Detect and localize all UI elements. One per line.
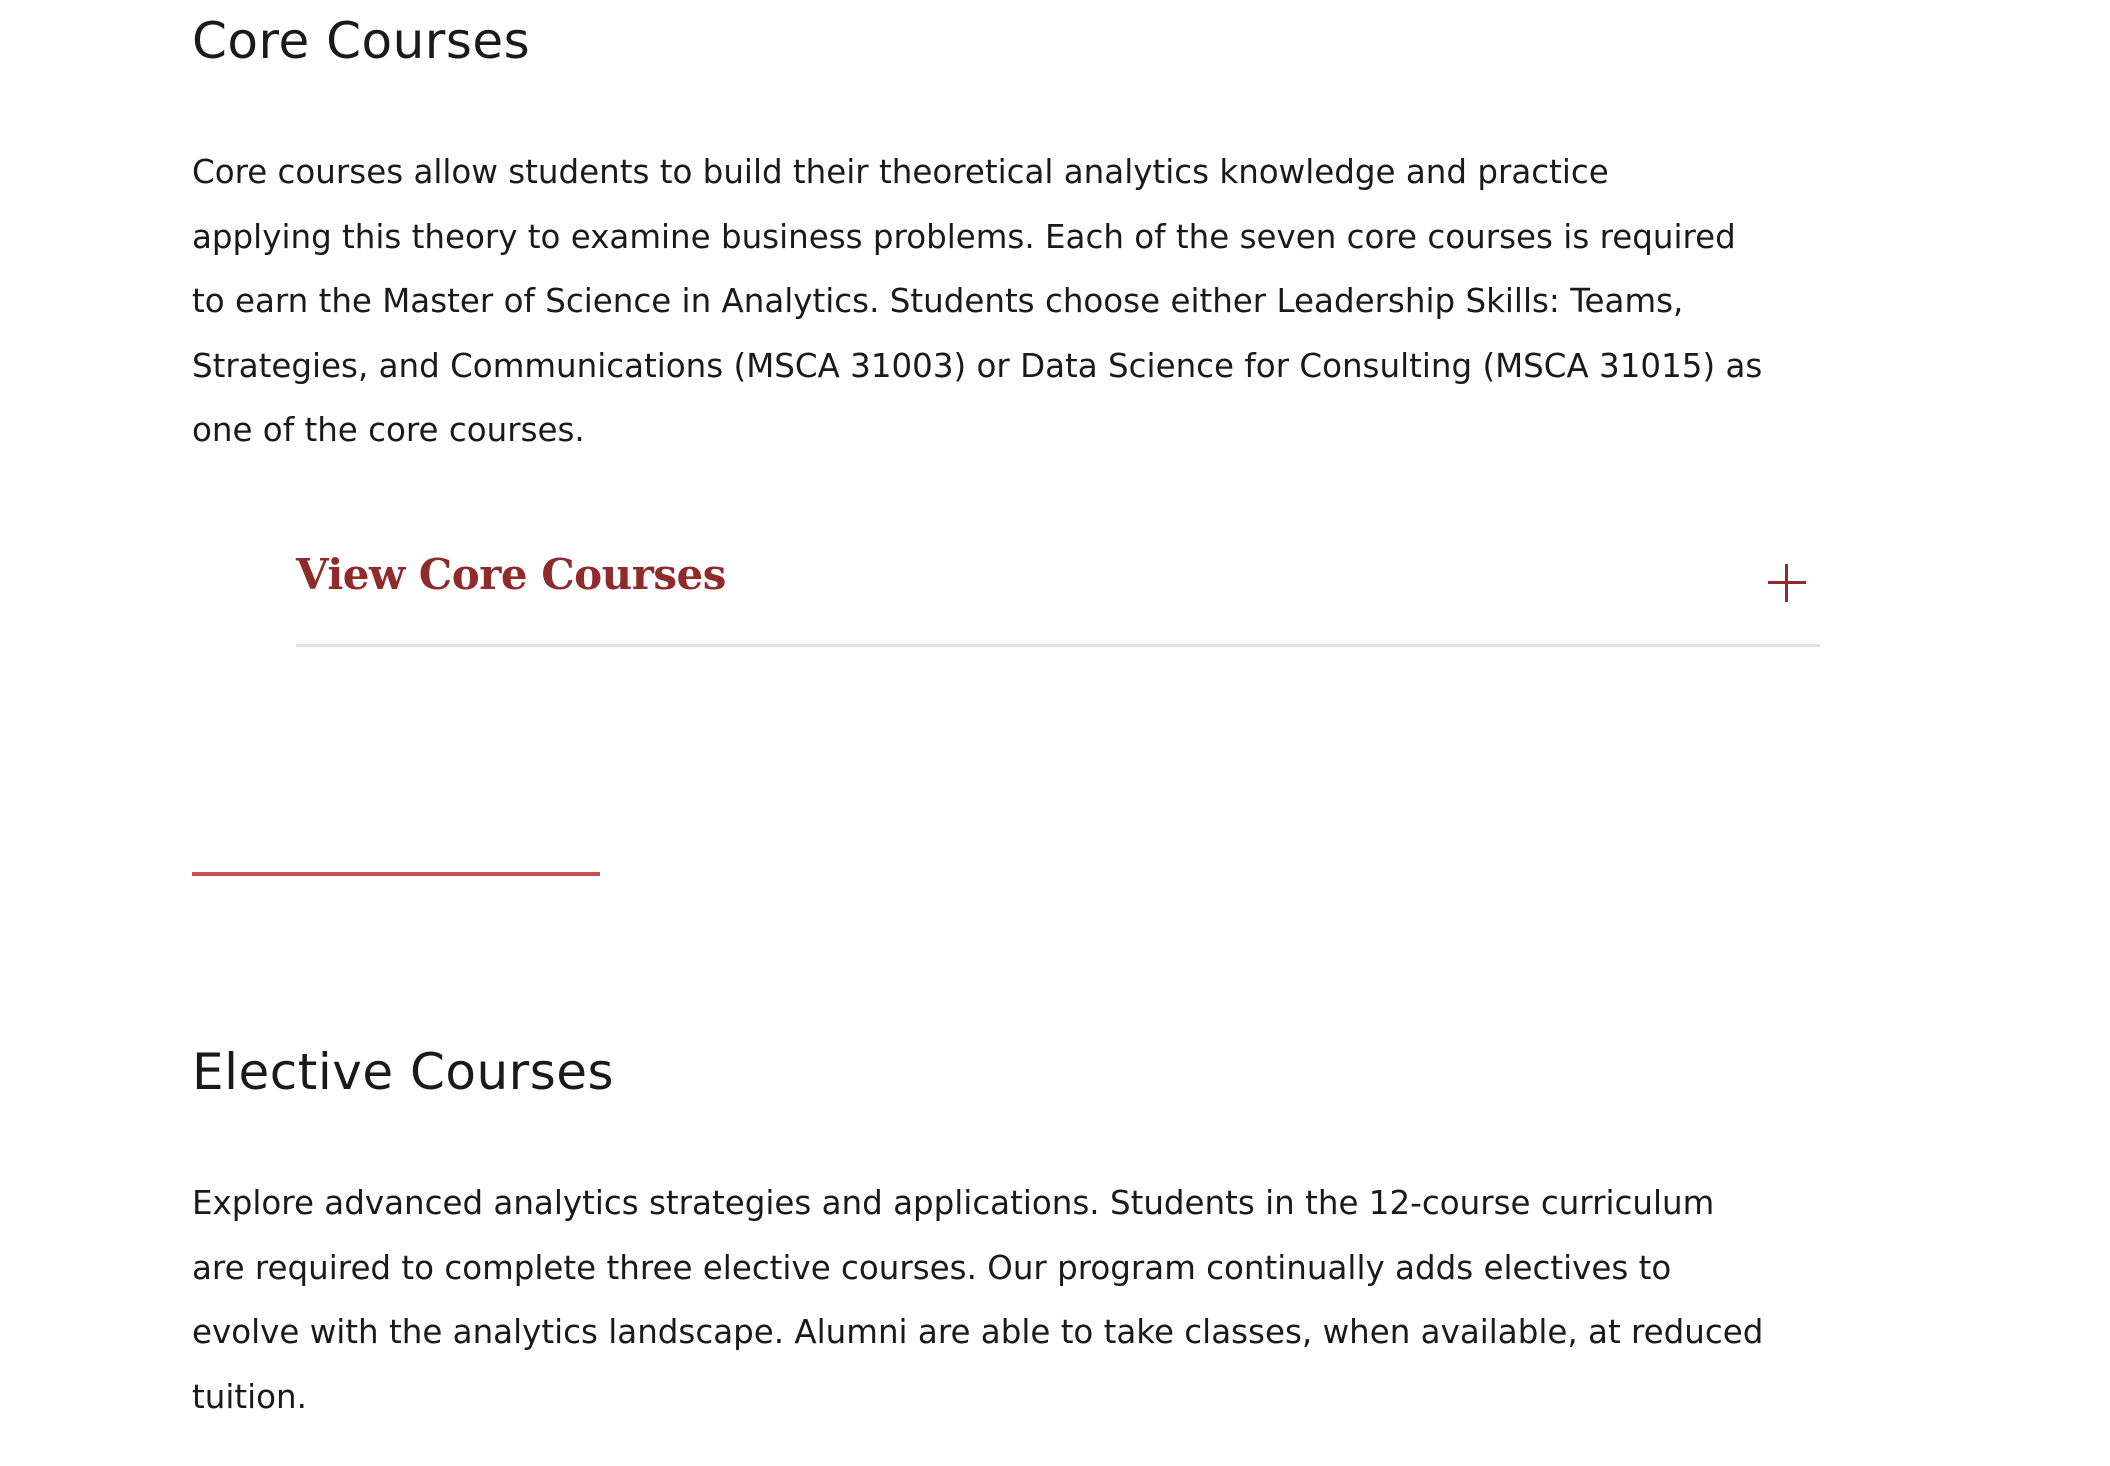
- view-core-courses-accordion[interactable]: [296, 540, 1820, 647]
- plus-icon[interactable]: [1768, 564, 1806, 602]
- view-core-courses-label[interactable]: View Core Courses: [296, 550, 726, 599]
- elective-desc-line: Explore advanced analytics strategies and applications. Students in the 12-course curriculum: [192, 1184, 1715, 1222]
- elective-desc-line: are required to complete three elective courses. Our program continually adds electives to: [192, 1248, 1672, 1287]
- core-desc-line: one of the core courses.: [192, 411, 585, 449]
- core-desc-line: Core courses allow students to build their theoretical analytics knowledge and practice: [192, 153, 1609, 191]
- section-divider: [192, 872, 600, 876]
- core-courses-description: [192, 140, 1832, 463]
- core-desc-line: to earn the Master of Science in Analytics. Students choose either Leadership Skills: Teams,: [192, 282, 1684, 320]
- elective-desc-line: tuition.: [192, 1377, 307, 1416]
- core-courses-heading: Core Courses: [192, 12, 531, 70]
- elective-courses-heading: Elective Courses: [192, 1043, 615, 1101]
- elective-desc-line: evolve with the analytics landscape. Alumni are able to take classes, when available, at reduced: [192, 1313, 1764, 1351]
- core-desc-line: applying this theory to examine business problems. Each of the seven core courses is required: [192, 217, 1736, 256]
- core-desc-line: Strategies, and Communications (MSCA 31003) or Data Science for Consulting (MSCA 31015) as: [192, 346, 1763, 385]
- elective-courses-description: [192, 1171, 1832, 1429]
